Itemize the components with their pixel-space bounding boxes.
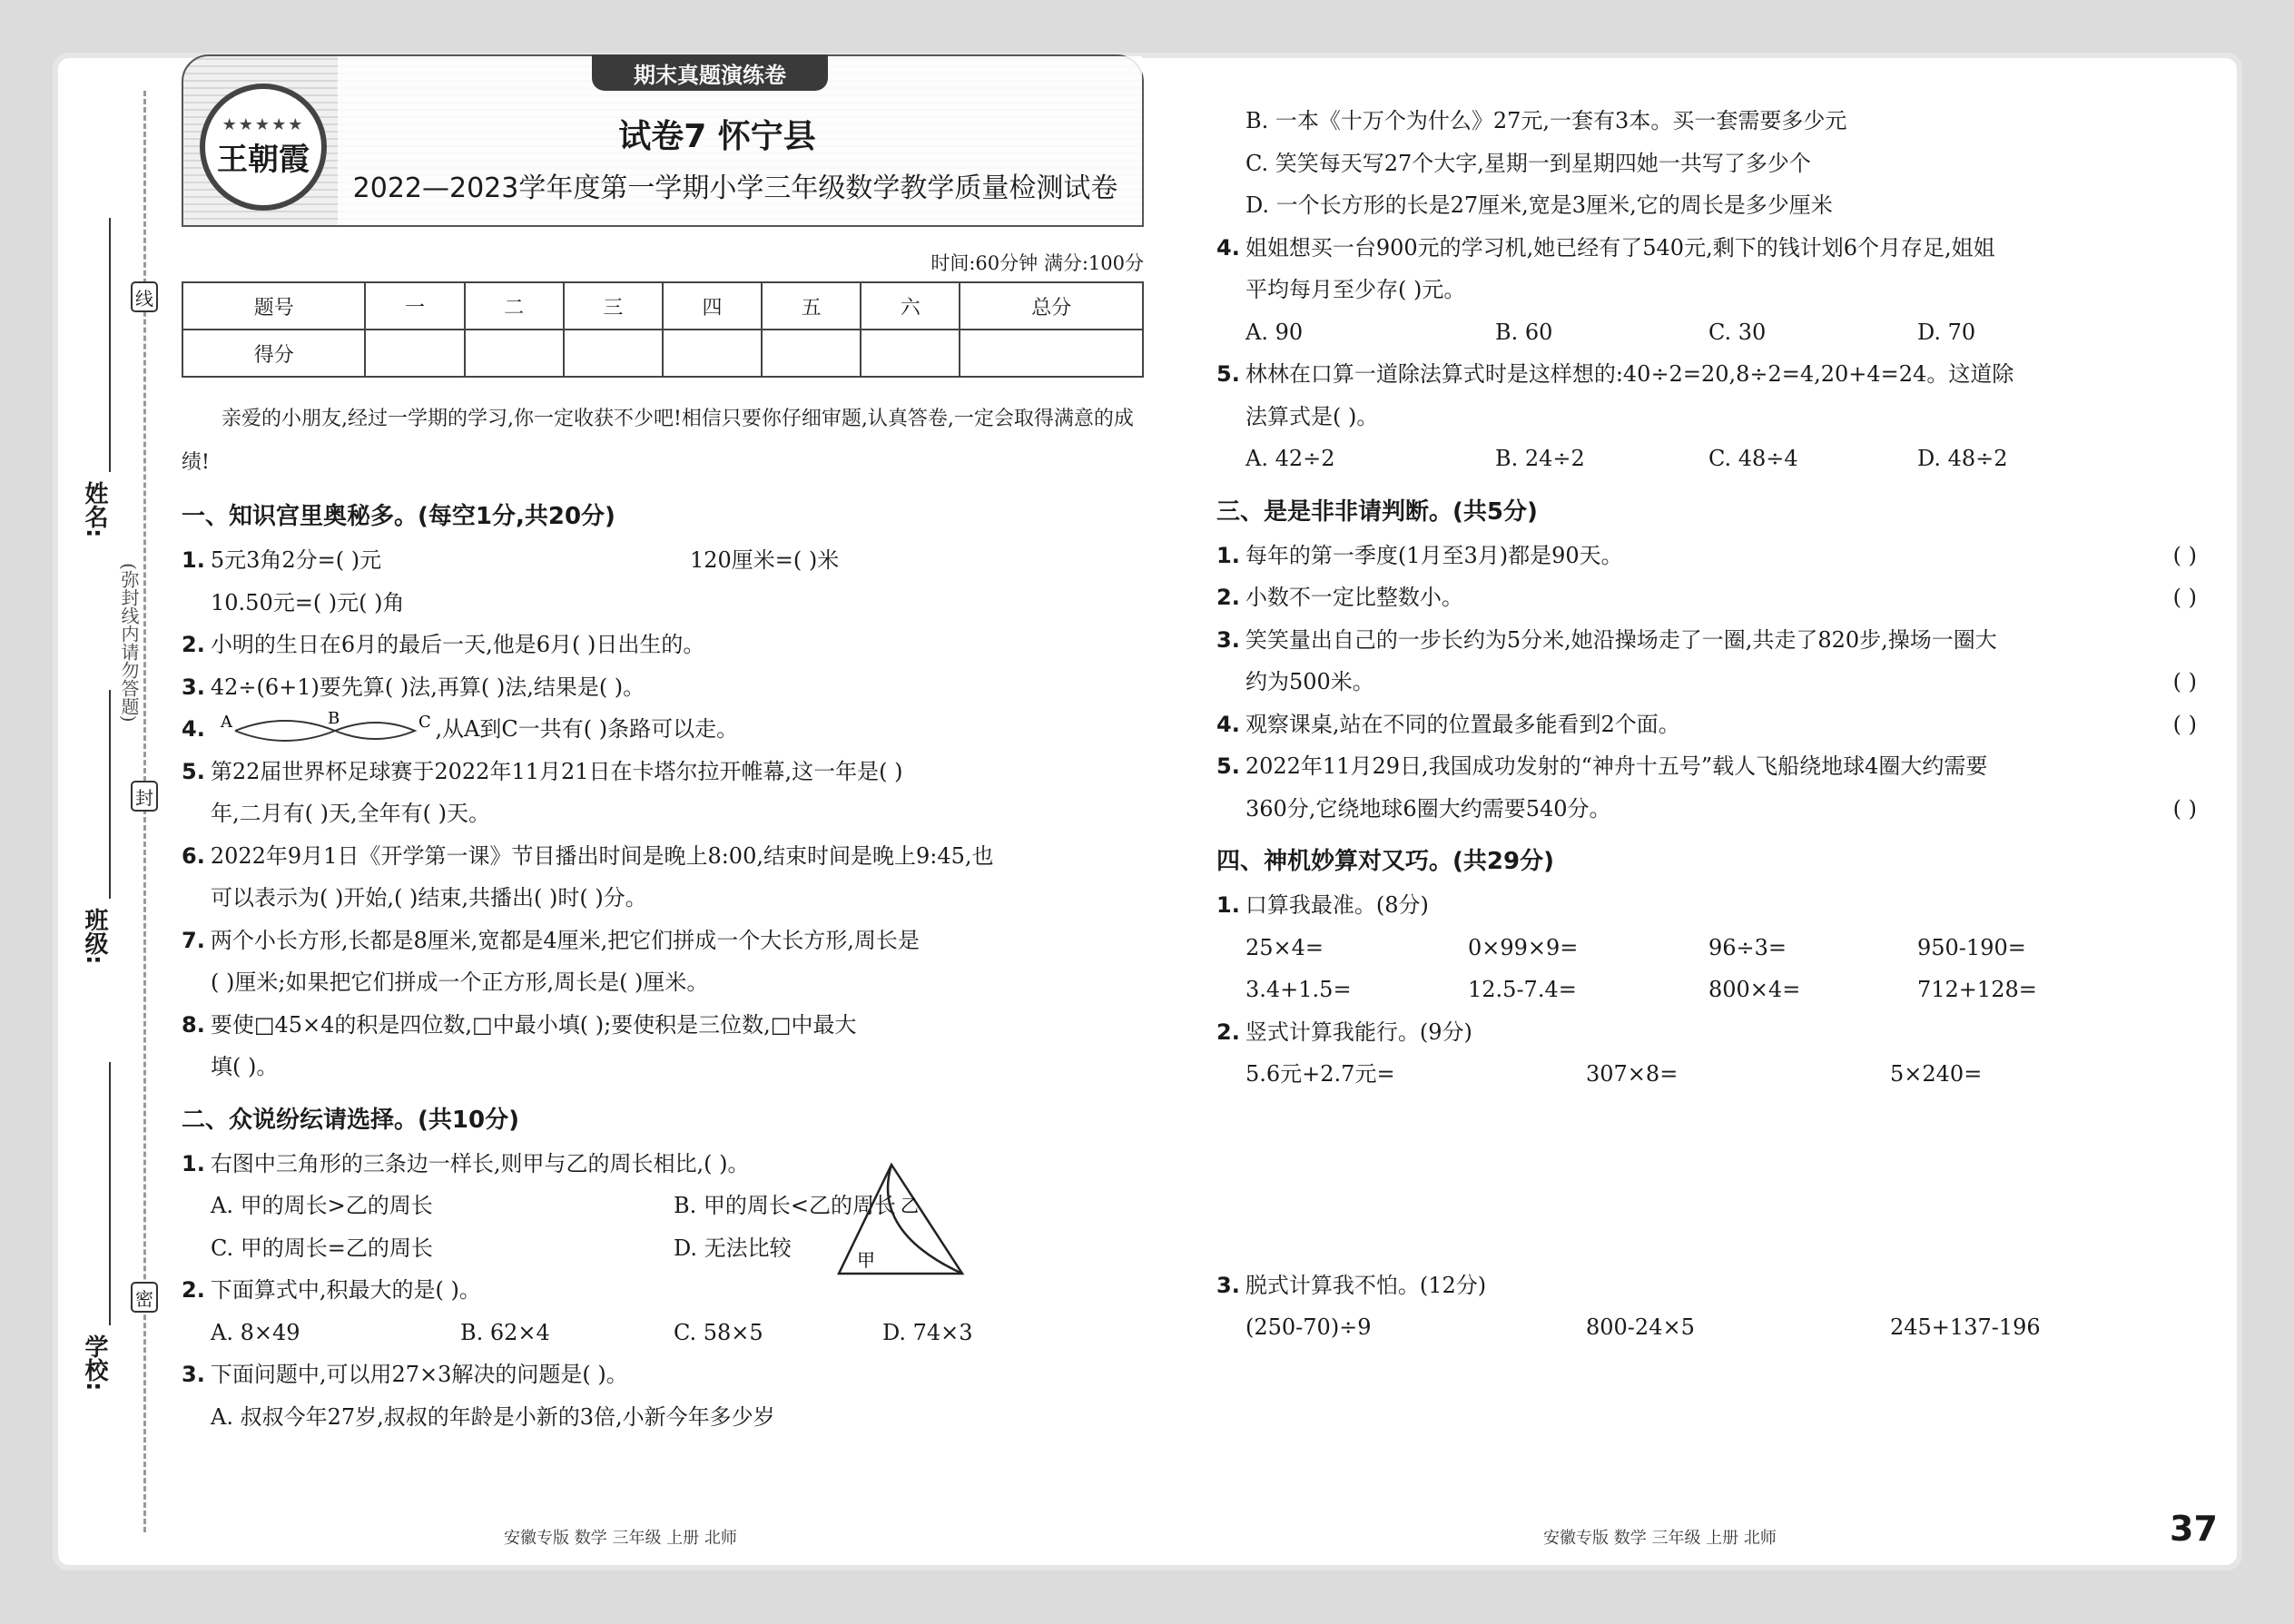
q-text: 2022年9月1日《开学第一课》节目播出时间是晚上8:00,结束时间是晚上9:45,也 [210, 842, 994, 869]
option[interactable]: D. 48÷2 [1917, 446, 2008, 471]
q-text: 每年的第一季度(1月至3月)都是90天。 [1245, 542, 1623, 568]
question-2-3: 3. 下面问题中,可以用27×3解决的问题是( )。 [182, 1362, 628, 1387]
score-label: 得分 [182, 330, 365, 377]
q-text: 笑笑量出自己的一步长约为5分米,她沿操场走了一圈,共走了820步,操场一圈大 [1245, 626, 1997, 653]
intro-text: 亲爱的小朋友,经过一学期的学习,你一定收获不少吧!相信只要你仔细审题,认真答卷,一定会取得满意的成绩! [182, 408, 1134, 474]
point-c-label: C [418, 712, 432, 732]
q-text: 两个小长方形,长都是8厘米,宽都是4厘米,把它们拼成一个大长方形,周长是 [210, 927, 920, 953]
judge-answer-box[interactable]: ( ) [2172, 542, 2197, 568]
q-text: 林林在口算一道除法算式时是这样想的:40÷2=20,8÷2=4,20+4=24。这道除 [1245, 361, 2014, 387]
q-text: 脱式计算我不怕。(12分) [1245, 1272, 1487, 1298]
option[interactable]: C. 48÷4 [1708, 446, 1798, 471]
score-input[interactable] [564, 330, 663, 377]
judge-2: 2. 小数不一定比整数小。 ( ) [1216, 576, 2197, 619]
calc-item[interactable]: 245+137-196 [1890, 1314, 2041, 1340]
part-4-3: 3. 脱式计算我不怕。(12分) [1216, 1272, 1487, 1298]
score-cell: 二 [465, 282, 564, 330]
q2-5-options [1216, 438, 2197, 480]
judge-answer-box[interactable]: ( ) [2172, 669, 2197, 694]
exam-subtitle: 2022—2023学年度第一学期小学三年级数学教学质量检测试卷 [352, 172, 1118, 204]
option[interactable]: D. 无法比较 [674, 1235, 792, 1261]
star-icons: ★★★★★ [222, 115, 305, 134]
class-label: 班级: [81, 908, 108, 965]
q-text: 小明的生日在6月的最后一天,他是6月( )日出生的。 [210, 632, 705, 657]
score-cell: 六 [861, 282, 960, 330]
part-4-2: 2. 竖式计算我能行。(9分) [1216, 1019, 1472, 1045]
vertical-calc-row [1216, 1053, 2197, 1096]
score-cell: 题号 [182, 282, 365, 330]
score-table-header [182, 282, 1143, 330]
option[interactable]: D. 74×3 [882, 1319, 973, 1345]
question-1-7b: ( )厘米;如果把它们拼成一个正方形,周长是( )厘米。 [211, 969, 709, 995]
judge-3: 3. 笑笑量出自己的一步长约为5分米,她沿操场走了一圈,共走了820步,操场一圈大 [1216, 626, 1997, 653]
question-1-1: 1. 5元3角2分=( )元 120厘米=( )米 [182, 539, 1144, 582]
q-text: 5元3角2分=( )元 [210, 547, 382, 573]
option[interactable]: D. 70 [1917, 319, 1976, 345]
calc-item[interactable]: 712+128= [1917, 977, 2037, 1002]
seal-xian: 线 [131, 281, 158, 312]
judge-3b [1216, 661, 2197, 704]
calc-item[interactable]: 5.6元+2.7元= [1245, 1061, 1395, 1087]
question-2-2: 2. 下面算式中,积最大的是( )。 [182, 1277, 481, 1303]
point-a-label: A [221, 712, 233, 732]
name-label: 姓名: [81, 481, 108, 538]
triangle-figure [835, 1159, 971, 1286]
route-diagram [217, 711, 435, 751]
option[interactable]: C. 甲的周长=乙的周长 [211, 1235, 433, 1261]
option[interactable]: B. 60 [1495, 319, 1553, 345]
q2-2-options [182, 1312, 1144, 1354]
q-text: 2022年11月29日,我国成功发射的“神舟十五号”载人飞船绕地球4圈大约需要 [1245, 753, 1988, 779]
q-text: 要使□45×4的积是四位数,□中最小填( );要使积是三位数,□中最大 [210, 1011, 857, 1038]
exam-header [182, 54, 1144, 227]
exam-title: 试卷7 怀宁县 [618, 118, 816, 155]
option[interactable]: A. 8×49 [211, 1319, 300, 1345]
right-column [1216, 100, 2197, 1349]
route-arc [235, 721, 335, 741]
binding-note: (弥封线内请勿答题) [118, 563, 140, 723]
score-cell: 三 [564, 282, 663, 330]
q-text: 观察课桌,站在不同的位置最多能看到2个面。 [1245, 711, 1680, 737]
calc-item[interactable]: 800×4= [1708, 977, 1801, 1002]
q2-1-options-row1 [182, 1185, 1144, 1227]
option[interactable]: B. 62×4 [460, 1319, 550, 1345]
q-text: 第22届世界杯足球赛于2022年11月21日在卡塔尔拉开帷幕,这一年是( ) [210, 758, 903, 784]
question-2-5b: 法算式是( )。 [1245, 403, 1379, 429]
q-text: 约为500米。 [1245, 669, 1374, 694]
question-1-6: 6. 2022年9月1日《开学第一课》节目播出时间是晚上8:00,结束时间是晚上9:45,也 [182, 842, 994, 869]
score-cell: 四 [663, 282, 762, 330]
question-2-4: 4. 姐姐想买一台900元的学习机,她已经有了540元,剩下的钱计划6个月存足,姐姐 [1216, 234, 1995, 261]
option[interactable]: B. 24÷2 [1495, 446, 1585, 471]
judge-5: 5. 2022年11月29日,我国成功发射的“神舟十五号”载人飞船绕地球4圈大约需要 [1216, 753, 1988, 779]
school-label: 学校: [81, 1334, 108, 1392]
q-text: 下面问题中,可以用27×3解决的问题是( )。 [210, 1362, 628, 1387]
footer-left: 安徽专版 数学 三年级 上册 北师 [504, 1529, 737, 1548]
q2-3-option-c[interactable]: C. 笑笑每天写27个大字,星期一到星期四她一共写了多少个 [1245, 150, 1811, 176]
question-2-5: 5. 林林在口算一道除法算式时是这样想的:40÷2=20,8÷2=4,20+4=24。这道除 [1216, 361, 2014, 387]
option[interactable]: A. 甲的周长>乙的周长 [211, 1193, 433, 1218]
score-input[interactable] [663, 330, 762, 377]
judge-4: 4. 观察课桌,站在不同的位置最多能看到2个面。 ( ) [1216, 704, 2197, 746]
question-1-2: 2. 小明的生日在6月的最后一天,他是6月( )日出生的。 [182, 632, 705, 657]
score-cell: 一 [365, 282, 464, 330]
calc-item[interactable]: 5×240= [1890, 1061, 1983, 1087]
score-input[interactable] [960, 330, 1143, 377]
q-text: 右图中三角形的三条边一样长,则甲与乙的周长相比,( )。 [210, 1150, 750, 1176]
point-b-label: B [328, 710, 340, 728]
option[interactable]: B. 甲的周长<乙的周长 [674, 1193, 897, 1218]
question-1-3: 3. 42÷(6+1)要先算( )法,再算( )法,结果是( )。 [182, 674, 645, 700]
judge-answer-box[interactable]: ( ) [2172, 711, 2197, 737]
section-1-title: 一、知识宫里奥秘多。(每空1分,共20分) [182, 503, 615, 530]
page-number: 37 [2170, 1509, 2218, 1549]
calc-item[interactable]: 3.4+1.5= [1245, 977, 1352, 1002]
stepwise-calc-row [1216, 1306, 2197, 1349]
score-input[interactable] [365, 330, 464, 377]
score-table [182, 281, 1144, 378]
question-1-5b: 年,二月有( )天,全年有( )天。 [211, 801, 490, 826]
q-text: 120厘米=( )米 [690, 547, 840, 573]
question-1-6b: 可以表示为( )开始,( )结束,共播出( )时( )分。 [211, 885, 647, 910]
q-text: ,从A到C一共有( )条路可以走。 [435, 716, 739, 742]
question-1-8: 8. 要使□45×4的积是四位数,□中最小填( );要使积是三位数,□中最大 [182, 1011, 857, 1038]
calc-item[interactable]: 96÷3= [1708, 934, 1787, 960]
section-3-title: 三、是是非非请判断。(共5分) [1216, 497, 1538, 526]
section-4-title: 四、神机妙算对又巧。(共29分) [1216, 848, 1554, 875]
option[interactable]: C. 58×5 [674, 1319, 763, 1345]
question-1-4: 4. A B C ,从A到C一共有( )条路可以走。 [182, 708, 1144, 751]
section-2-title: 二、众说纷纭请选择。(共10分) [182, 1106, 519, 1134]
judge-answer-box[interactable]: ( ) [2172, 795, 2197, 822]
score-table-row [182, 330, 1143, 377]
judge-1: 1. 每年的第一季度(1月至3月)都是90天。 ( ) [1216, 535, 2197, 577]
question-2-4b: 平均每月至少存( )元。 [1245, 277, 1466, 302]
seal-feng: 封 [131, 781, 158, 812]
header-banner: 期末真题演练卷 [592, 54, 828, 91]
calc-item[interactable]: 950-190= [1917, 934, 2026, 960]
option[interactable]: C. 30 [1708, 319, 1767, 345]
question-1-8b: 填( )。 [211, 1054, 279, 1079]
question-1-7: 7. 两个小长方形,长都是8厘米,宽都是4厘米,把它们拼成一个大长方形,周长是 [182, 927, 920, 953]
calc-item[interactable]: 800-24×5 [1586, 1314, 1695, 1340]
judge-5b [1216, 788, 2197, 831]
mental-row-2 [1216, 969, 2197, 1011]
option[interactable]: A. 90 [1245, 319, 1304, 345]
question-1-5: 5. 第22届世界杯足球赛于2022年11月21日在卡塔尔拉开帷幕,这一年是( ) [182, 758, 903, 784]
footer-right: 安徽专版 数学 三年级 上册 北师 [1543, 1529, 1777, 1548]
q-text: 口算我最准。(8分) [1245, 892, 1429, 918]
option[interactable]: A. 42÷2 [1245, 446, 1335, 471]
score-input[interactable] [861, 330, 960, 377]
q2-4-options [1216, 311, 2197, 354]
question-1-1b: 10.50元=( )元( )角 [211, 589, 405, 615]
calc-item[interactable]: 0×99×9= [1468, 934, 1579, 960]
score-cell: 总分 [960, 282, 1143, 330]
work-space[interactable] [1216, 1096, 2197, 1265]
seal-mi: 密 [131, 1282, 158, 1313]
part-4-1: 1. 口算我最准。(8分) [1216, 892, 1429, 918]
logo-text: 王朝霞 [217, 142, 310, 178]
q-text: 360分,它绕地球6圈大约需要540分。 [1245, 795, 1611, 822]
judge-answer-box[interactable]: ( ) [2172, 585, 2197, 610]
region-jia-label: 甲 [857, 1249, 875, 1271]
exam-meta: 时间:60分钟 满分:100分 [930, 252, 1144, 274]
score-input[interactable] [465, 330, 564, 377]
question-2-1: 1. 右图中三角形的三条边一样长,则甲与乙的周长相比,( )。 [182, 1150, 750, 1176]
q2-1-options-row2 [182, 1227, 1144, 1270]
calc-item[interactable]: 25×4= [1245, 934, 1324, 960]
route-arc [335, 723, 415, 739]
calc-item[interactable]: (250-70)÷9 [1245, 1314, 1372, 1340]
q-text: 竖式计算我能行。(9分) [1245, 1019, 1472, 1045]
calc-item[interactable]: 12.5-7.4= [1468, 977, 1577, 1002]
region-yi-label: 乙 [901, 1195, 919, 1216]
score-cell: 五 [762, 282, 861, 330]
score-input[interactable] [762, 330, 861, 377]
q-text: 小数不一定比整数小。 [1245, 585, 1463, 610]
q2-3-option-a[interactable]: A. 叔叔今年27岁,叔叔的年龄是小新的3倍,小新今年多少岁 [211, 1403, 775, 1430]
mental-row-1 [1216, 927, 2197, 969]
q-text: 姐姐想买一台900元的学习机,她已经有了540元,剩下的钱计划6个月存足,姐姐 [1245, 234, 1995, 261]
calc-item[interactable]: 307×8= [1586, 1061, 1679, 1087]
q-text: 42÷(6+1)要先算( )法,再算( )法,结果是( )。 [210, 674, 645, 700]
q2-3-option-d[interactable]: D. 一个长方形的长是27厘米,宽是3厘米,它的周长是多少厘米 [1245, 192, 1833, 218]
q-text: 下面算式中,积最大的是( )。 [210, 1277, 481, 1303]
q2-3-option-b[interactable]: B. 一本《十万个为什么》27元,一套有3本。买一套需要多少元 [1245, 108, 1847, 133]
left-column [182, 54, 1144, 1438]
